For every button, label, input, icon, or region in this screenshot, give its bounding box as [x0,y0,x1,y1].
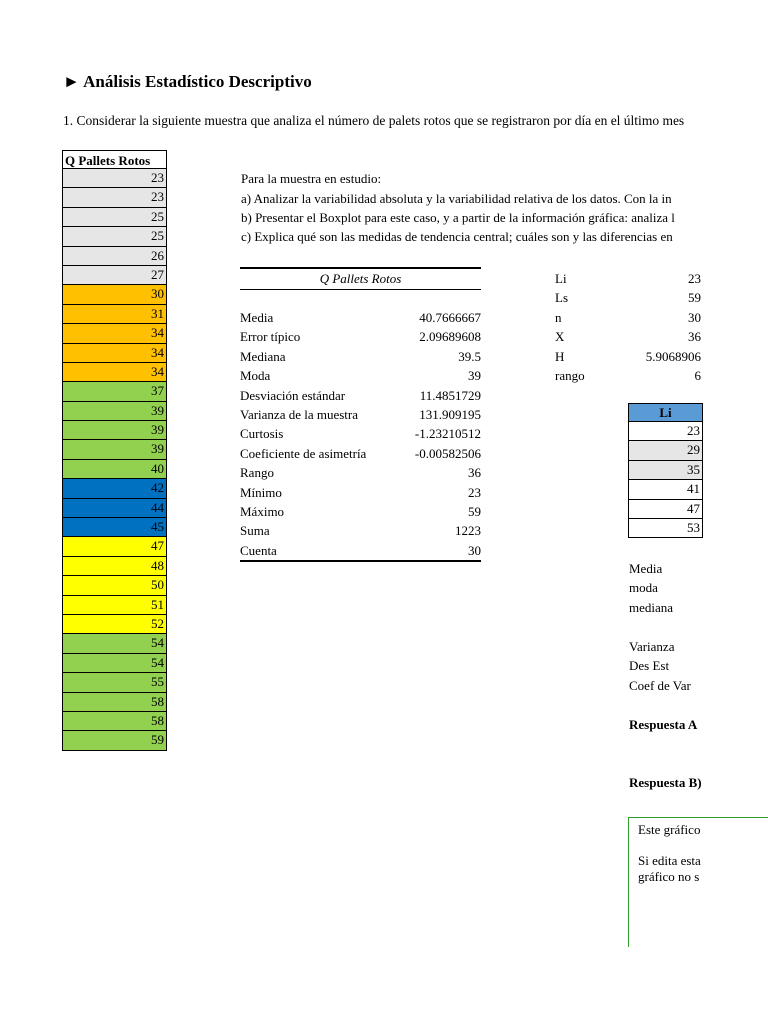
sample-cell[interactable]: 39 [62,440,167,459]
sample-cell[interactable]: 39 [62,421,167,440]
descriptive-stats-table [240,267,481,562]
parameter-value[interactable]: 30 [688,309,701,325]
li-cell[interactable]: 23 [628,422,703,441]
parameter-row [555,288,701,307]
stats-label[interactable]: Máximo [240,503,285,519]
instruction-b: b) Presentar el Boxplot para este caso, y a partir de la información gráfica: analiza l [241,210,675,225]
sample-cell[interactable]: 34 [62,344,167,363]
sample-cell[interactable]: 27 [62,266,167,285]
stats-row [240,444,481,463]
stats-row [240,502,481,521]
li-cell[interactable]: 53 [628,519,703,538]
sample-cell[interactable]: 54 [62,654,167,673]
label-respuesta-a[interactable]: Respuesta A [629,717,698,732]
stats-label[interactable]: Varianza de la muestra [240,406,359,422]
sample-cell[interactable]: 30 [62,285,167,304]
stats-value[interactable]: 39.5 [458,348,481,364]
parameter-row [555,366,701,385]
parameter-label[interactable]: rango [555,367,585,383]
label-moda[interactable]: moda [629,580,658,595]
stats-value[interactable]: 36 [468,465,481,481]
stats-row [240,405,481,424]
stats-row [240,521,481,540]
parameter-label[interactable]: Li [555,271,567,286]
stats-label[interactable]: Mediana [240,348,286,364]
parameter-value[interactable]: 5.9068906 [645,348,701,364]
stats-label[interactable]: Moda [240,368,271,384]
sample-cell[interactable]: 34 [62,363,167,382]
parameters-list [555,269,701,385]
chart-placeholder-line1: Este gráfico [638,822,701,837]
parameter-row [555,347,701,366]
li-table-header[interactable]: Li [628,403,703,422]
sample-cell[interactable]: 39 [62,402,167,421]
stats-row [240,463,481,482]
stats-label[interactable]: Suma [240,523,270,539]
sample-cell[interactable]: 52 [62,615,167,634]
sample-cell[interactable]: 31 [62,305,167,324]
chart-placeholder-line3: gráfico no s [638,869,700,884]
stats-value[interactable]: -0.00582506 [414,445,481,461]
stats-label[interactable]: Desviación estándar [240,387,346,403]
li-table [628,403,703,538]
parameter-value[interactable]: 59 [688,290,701,306]
sample-cell[interactable]: 54 [62,634,167,653]
instruction-intro: Para la muestra en estudio: [241,171,382,186]
stats-value[interactable]: 40.7666667 [419,310,481,325]
parameter-row [555,308,701,327]
sample-cell[interactable]: 42 [62,479,167,498]
sample-cell[interactable]: 59 [62,731,167,750]
sample-cell[interactable]: 47 [62,537,167,556]
stats-row [240,424,481,443]
label-coef-var[interactable]: Coef de Var [629,678,691,693]
sample-cell[interactable]: 51 [62,596,167,615]
stats-value[interactable]: 23 [468,484,481,500]
li-cell[interactable]: 35 [628,461,703,480]
parameter-label[interactable]: Ls [555,290,568,306]
parameter-row [555,269,701,288]
stats-row [240,308,481,327]
stats-value[interactable]: 131.909195 [419,406,481,422]
intro-text: 1. Considerar la siguiente muestra que analiza el número de palets rotos que se registraron por día en el último mes [63,113,685,128]
sample-cell[interactable]: 25 [62,208,167,227]
li-cell[interactable]: 41 [628,480,703,499]
li-cell[interactable]: 47 [628,500,703,519]
sample-cell[interactable]: 25 [62,227,167,246]
parameter-label[interactable]: n [555,309,562,325]
chart-placeholder[interactable] [628,817,768,947]
stats-value[interactable]: 1223 [455,523,481,539]
sample-cell[interactable]: 23 [62,169,167,188]
stats-row [240,327,481,346]
sample-cell[interactable]: 48 [62,557,167,576]
stats-row [240,347,481,366]
parameter-value[interactable]: 23 [688,271,701,286]
sample-cell[interactable]: 23 [62,188,167,207]
label-des-est[interactable]: Des Est [629,658,670,673]
stats-label[interactable]: Curtosis [240,426,284,442]
label-varianza[interactable]: Varianza [629,639,675,654]
parameter-label[interactable]: X [555,329,565,345]
stats-label[interactable]: Cuenta [240,542,277,558]
label-media[interactable]: Media [629,561,663,576]
instruction-a: a) Analizar la variabilidad absoluta y la variabilidad relativa de los datos. Con la in [241,191,672,206]
stats-value[interactable]: 39 [468,368,481,384]
chart-placeholder-line2: Si edita esta [638,853,701,868]
stats-row [240,366,481,385]
instruction-c: c) Explica qué son las medidas de tendencia central; cuáles son y las diferencias en [241,229,673,244]
stats-value[interactable]: 2.09689608 [419,329,481,345]
stats-row [240,386,481,405]
parameter-value[interactable]: 36 [688,329,701,345]
sample-cell[interactable]: 58 [62,712,167,731]
stats-label[interactable]: Mínimo [240,484,282,500]
sample-table-header[interactable]: Q Pallets Rotos [62,150,167,169]
sample-cell[interactable]: 45 [62,518,167,537]
stats-value[interactable]: 30 [468,542,481,558]
sample-cell[interactable]: 26 [62,247,167,266]
sample-cell[interactable]: 37 [62,382,167,401]
parameter-label[interactable]: H [555,348,565,364]
sample-table [62,150,167,751]
stats-row [240,483,481,502]
sample-cell[interactable]: 50 [62,576,167,595]
label-mediana[interactable]: mediana [629,600,674,615]
stats-value[interactable]: 59 [468,503,481,519]
sample-cell[interactable]: 55 [62,673,167,692]
page-title: ► Análisis Estadístico Descriptivo [63,72,312,91]
sample-cell[interactable]: 40 [62,460,167,479]
stats-label[interactable]: Coeficiente de asimetría [240,445,367,461]
stats-label[interactable]: Error típico [240,329,301,345]
parameter-value[interactable]: 6 [694,367,701,383]
stats-caption: Q Pallets Rotos [240,269,481,290]
stats-value[interactable]: 11.4851729 [419,387,481,403]
parameter-row [555,327,701,346]
sample-cell[interactable]: 44 [62,499,167,518]
li-cell[interactable]: 29 [628,441,703,460]
stats-value[interactable]: -1.23210512 [414,426,481,442]
stats-label[interactable]: Rango [240,465,274,481]
sample-cell[interactable]: 58 [62,693,167,712]
label-respuesta-b[interactable]: Respuesta B) [629,775,702,790]
stats-label[interactable]: Media [240,310,274,325]
sample-cell[interactable]: 34 [62,324,167,343]
stats-row [240,541,481,560]
